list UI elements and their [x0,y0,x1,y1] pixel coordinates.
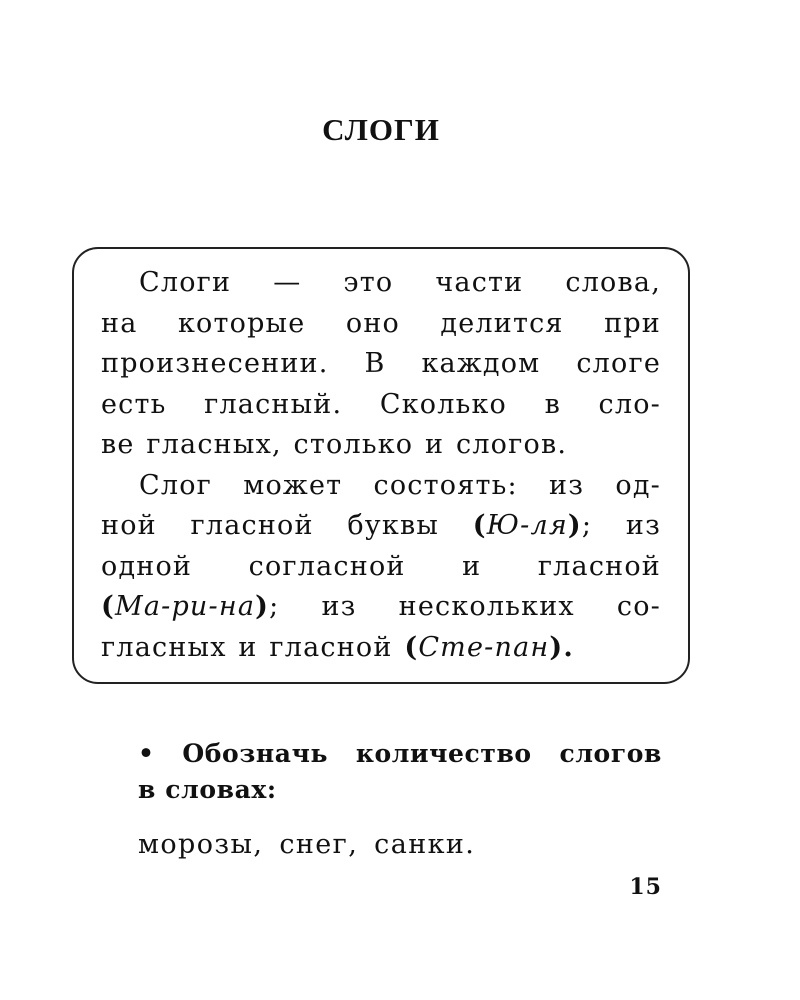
rule-line: ной гласной буквы (Ю-ля); из [101,510,661,541]
rule-line: произнесении. В каждом слоге [101,348,661,379]
rule-box [72,247,690,684]
rule-line: Слог может состоять: из од- [139,469,661,501]
exercise-words: морозы, снег, санки. [138,829,476,860]
rule-paragraph-2 [101,466,661,669]
task-text: Обозначь количество слогов [182,739,662,768]
rule-paragraph-1 [101,263,661,466]
page-title: СЛОГИ [322,112,440,147]
bullet-icon: • [138,739,155,768]
rule-text: гласных и гласной [101,631,405,663]
rule-line: на которые оно делится при [101,307,661,339]
rule-line: гласных и гласной (Сте-пан). [101,631,574,663]
rule-line: ве гласных, столько и слогов. [101,429,568,460]
rule-text: ; из нескольких со- [269,591,661,622]
task-line [138,736,662,772]
task-line: в словах: [138,775,277,804]
rule-text: ; из [581,510,661,541]
rule-line: Слоги — это части слова, [139,267,661,298]
task-instruction [138,736,662,808]
example-word: Ма-ри-на [114,591,256,622]
rule-line: одной согласной и гласной [101,550,661,582]
rule-line: есть гласный. Сколько в сло- [101,388,661,420]
example-word: Ю-ля [486,510,568,541]
example-word: Сте-пан [418,631,550,663]
rule-text: ной гласной буквы [101,510,473,541]
page-number: 15 [629,874,662,900]
rule-line: (Ма-ри-на); из нескольких со- [101,591,661,622]
